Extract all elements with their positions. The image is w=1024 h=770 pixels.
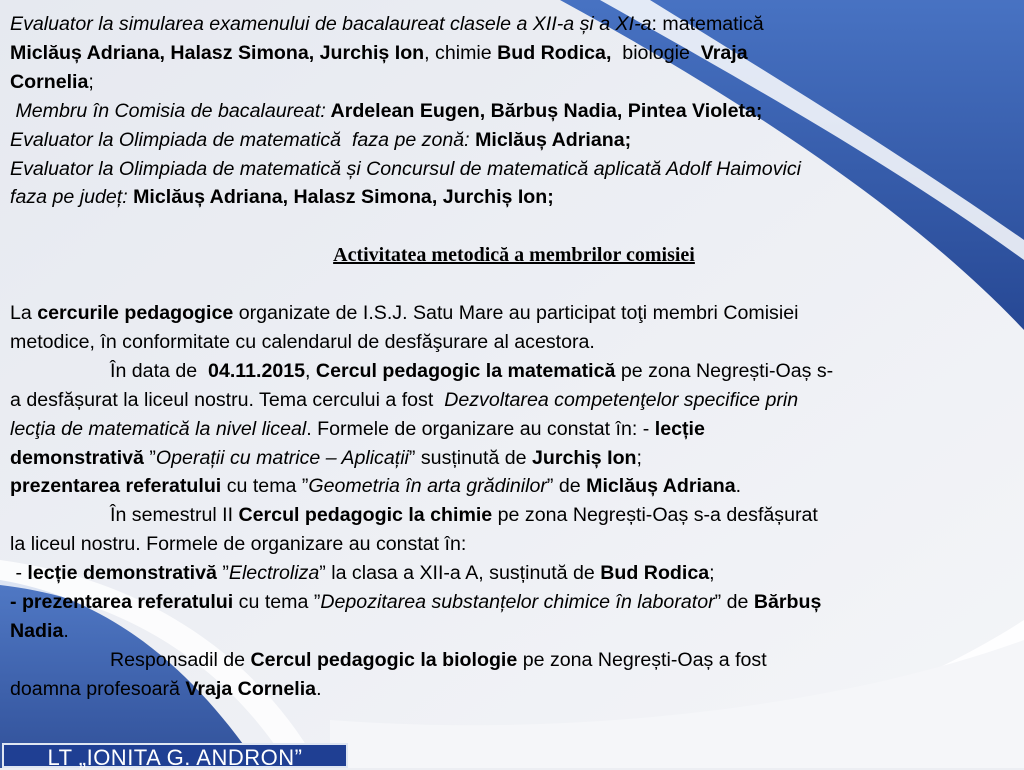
paragraph-chimie-5: Nadia. <box>10 620 69 642</box>
school-name-footer: LT „IONITA G. ANDRON” <box>2 743 348 768</box>
paragraph-chimie-1: În semestrul II Cercul pedagogic la chimie pe zona Negrești-Oaș s-a desfășurat <box>110 504 818 527</box>
line-evaluator-simulare: Evaluator la simularea examenului de bacalaureat clasele a XII-a și a XI-a: matematică <box>10 13 764 35</box>
line-olimpiada-judet-1: Evaluator la Olimpiada de matematică și Concursul de matematică aplicată Adolf Haimovici <box>10 157 801 180</box>
paragraph-matematica-5: prezentarea referatului cu tema ”Geometria în arta grădinilor” de Miclăuș Adriana. <box>10 475 742 498</box>
paragraph-chimie-3: - lecție demonstrativă ”Electroliza” la clasa a XII-a A, susținută de Bud Rodica; <box>10 562 715 585</box>
document-body <box>10 10 1018 704</box>
line-cornelia: Cornelia; <box>10 70 94 93</box>
paragraph-cercuri: La cercurile pedagogice organizate de I.S.J. Satu Mare au participat toţi membri Comisiei metodice, în conformitate cu calendarul de desfăşurare al acestora. <box>10 302 799 353</box>
line-olimpiada-zona: Evaluator la Olimpiada de matematică faza pe zonă: Miclăuș Adriana; <box>10 128 632 151</box>
line-membru-comisie: Membru în Comisia de bacalaureat: Ardelean Eugen, Bărbuș Nadia, Pintea Violeta; <box>10 99 763 122</box>
paragraph-matematica-3: lecţia de matematică la nivel liceal. Formele de organizare au constat în: - lecție <box>10 417 705 440</box>
paragraph-matematica-2: a desfășurat la liceul nostru. Tema cercului a fost Dezvoltarea competenţelor specifice prin <box>10 388 799 411</box>
line-evaluatori-list: Miclăuș Adriana, Halasz Simona, Jurchiș Ion, chimie Bud Rodica, biologie Vraja <box>10 41 748 64</box>
line-olimpiada-judet-2: faza pe județ: Miclăuș Adriana, Halasz Simona, Jurchiș Ion; <box>10 186 554 209</box>
paragraph-biologie-1: Responsadil de Cercul pedagogic la biologie pe zona Negrești-Oaș a fost <box>110 648 767 671</box>
paragraph-matematica-1: În data de 04.11.2015, Cercul pedagogic la matematică pe zona Negrești-Oaș s- <box>110 359 834 382</box>
paragraph-biologie-2: doamna profesoară Vraja Cornelia. <box>10 677 322 700</box>
paragraph-matematica-4: demonstrativă ”Operații cu matrice – Aplicații” susținută de Jurchiș Ion; <box>10 446 642 469</box>
section-title: Activitatea metodică a membrilor comisiei <box>333 244 695 267</box>
paragraph-chimie-4: - prezentarea referatului cu tema ”Depozitarea substanțelor chimice în laborator” de Bărbuș <box>10 591 822 614</box>
paragraph-chimie-2: la liceul nostru. Formele de organizare au constat în: <box>10 533 467 556</box>
